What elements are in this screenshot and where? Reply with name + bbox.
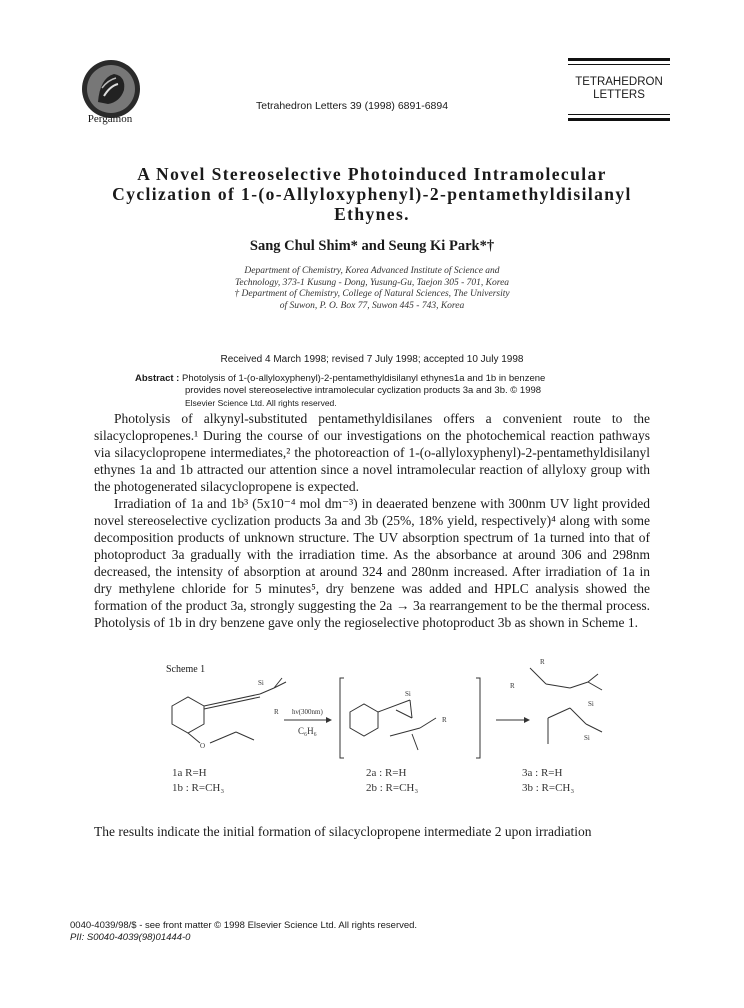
title-line-3: Ethynes. (334, 204, 410, 224)
intermediate-si-label: Si (405, 690, 411, 698)
product-si-label-2: Si (584, 734, 590, 742)
affiliation-line-2: Technology, 373-1 Kusung - Dong, Yusung-Gu, Taejon 305 - 701, Korea (234, 277, 510, 288)
footer-copyright: 0040-4039/98/$ - see front matter © 1998 Elsevier Science Ltd. All rights reserved. (70, 920, 418, 931)
compound-1-structure (172, 678, 286, 743)
journal-citation: Tetrahedron Letters 39 (1998) 6891-6894 (256, 100, 449, 112)
footer (70, 920, 417, 944)
compound-1-o-label: O (200, 742, 206, 750)
product-si-label: Si (588, 700, 594, 708)
scheme-label: Scheme 1 (166, 664, 206, 675)
article-title (70, 164, 674, 224)
affiliation-line-1: Department of Chemistry, Korea Advanced Institute of Science and (244, 266, 500, 276)
compound-1-r-label: R (274, 708, 279, 716)
authors: Sang Chul Shim* and Seung Ki Park*† (249, 238, 495, 254)
label-2b: 2b : R=CH₃ (366, 782, 419, 794)
journal-rule-bottom-thin (568, 114, 670, 115)
affiliation-line-4: of Suwon, P. O. Box 77, Suwon 445 - 743, Korea (279, 300, 465, 311)
intermediate-r-label: R (442, 716, 447, 724)
intermediate-2-structure (350, 700, 436, 750)
journal-name (560, 76, 678, 102)
product-r-label-top: R (540, 658, 545, 666)
title-line-1: A Novel Stereoselective Photoinduced Intramolecular (137, 164, 607, 184)
abstract (135, 373, 615, 409)
paragraph-2: Irradiation of 1a and 1b³ (5x10⁻⁴ mol dm⁻³) in deaerated benzene with 300nm UV light provided novel stereoselective cyclization products 3a and 3b (25%, 18% yield, respectively)⁴ along with some decomposition products of unknown structure. The UV absorption spectrum of 1a turned into that of photoproduct 3a gradually with the irradiation time. As the absorbance at around 306 and 298nm decreased, the intensity of absorption at around 324 and 280nm increased. After irradiation of 1a in dry methylene chloride for 5 minutes⁵, dry benzene was added and HPLC analysis showed the formation of the product 3a, strongly suggesting the 2a → 3a rearrangement to be the thermal process. Photolysis of 1b in dry benzene gave only the regioselective photoproduct 3b as shown in Scheme 1. (94, 496, 650, 630)
title-line-2: Cyclization of 1-(o-Allyloxyphenyl)-2-pentamethyldisilanyl (112, 184, 632, 204)
reaction-arrow-thermal-head (524, 717, 530, 723)
elsevier-tree-seal-icon (80, 58, 142, 120)
label-2a: 2a : R=H (366, 767, 407, 779)
reaction-scheme (150, 648, 610, 810)
footer-pii: PII: S0040-4039(98)01444-0 (70, 932, 191, 943)
publisher-name: Pergamon (87, 113, 133, 125)
journal-name-line2: LETTERS (593, 89, 645, 101)
label-1b: 1b : R=CH₃ (172, 782, 225, 794)
arrow-top-label: hν(300nm) (292, 708, 323, 716)
journal-rule-top-thin (568, 64, 670, 65)
label-3b: 3b : R=CH₃ (522, 782, 575, 794)
journal-name-line1: TETRAHEDRON (575, 76, 663, 88)
product-r-label-left: R (510, 682, 515, 690)
label-3a: 3a : R=H (522, 767, 563, 779)
intermediate-bracket-left (340, 678, 344, 758)
reaction-arrow-photolysis-head (326, 717, 332, 723)
journal-rule-top (568, 58, 670, 61)
abstract-line-1: Photolysis of 1-(o-allyloxyphenyl)-2-pentamethyldisilanyl ethynes1a and 1b in benzene (181, 373, 546, 384)
affiliations (200, 266, 544, 312)
compound-1-si-label: Si (258, 679, 264, 687)
body-text (94, 410, 650, 631)
journal-rule-bottom (568, 118, 670, 121)
received-dates: Received 4 March 1998; revised 7 July 1998; accepted 10 July 1998 (220, 354, 524, 365)
arrow-bottom-label: C₆H₆ (298, 726, 317, 736)
abstract-line-2: provides novel stereoselective intramolecular cyclization products 3a and 3b. © 1998 (185, 385, 542, 396)
abstract-label: Abstract : (135, 373, 180, 384)
intermediate-bracket-right (476, 678, 480, 758)
abstract-line-3: Elsevier Science Ltd. All rights reserved. (185, 398, 337, 408)
closing-line: The results indicate the initial formation of silacyclopropene intermediate 2 upon irradiation (94, 824, 592, 839)
paragraph-1: Photolysis of alkynyl-substituted pentamethyldisilanes offers a convenient route to the silacyclopropenes.¹ During the course of our investigations on the photochemical reaction pathways via silacyclopropene intermediates,² the photoreaction of 1-(o-allyloxyphenyl)-2-pentamethyldisilanyl ethynes 1a and 1b attracted our attention since a novel intramolecular reaction of allyloxy group with the photogenerated silacyclopropene is expected. (94, 411, 650, 494)
label-1a: 1a R=H (172, 767, 207, 779)
affiliation-line-3: † Department of Chemistry, College of Natural Sciences, The University (234, 289, 510, 299)
